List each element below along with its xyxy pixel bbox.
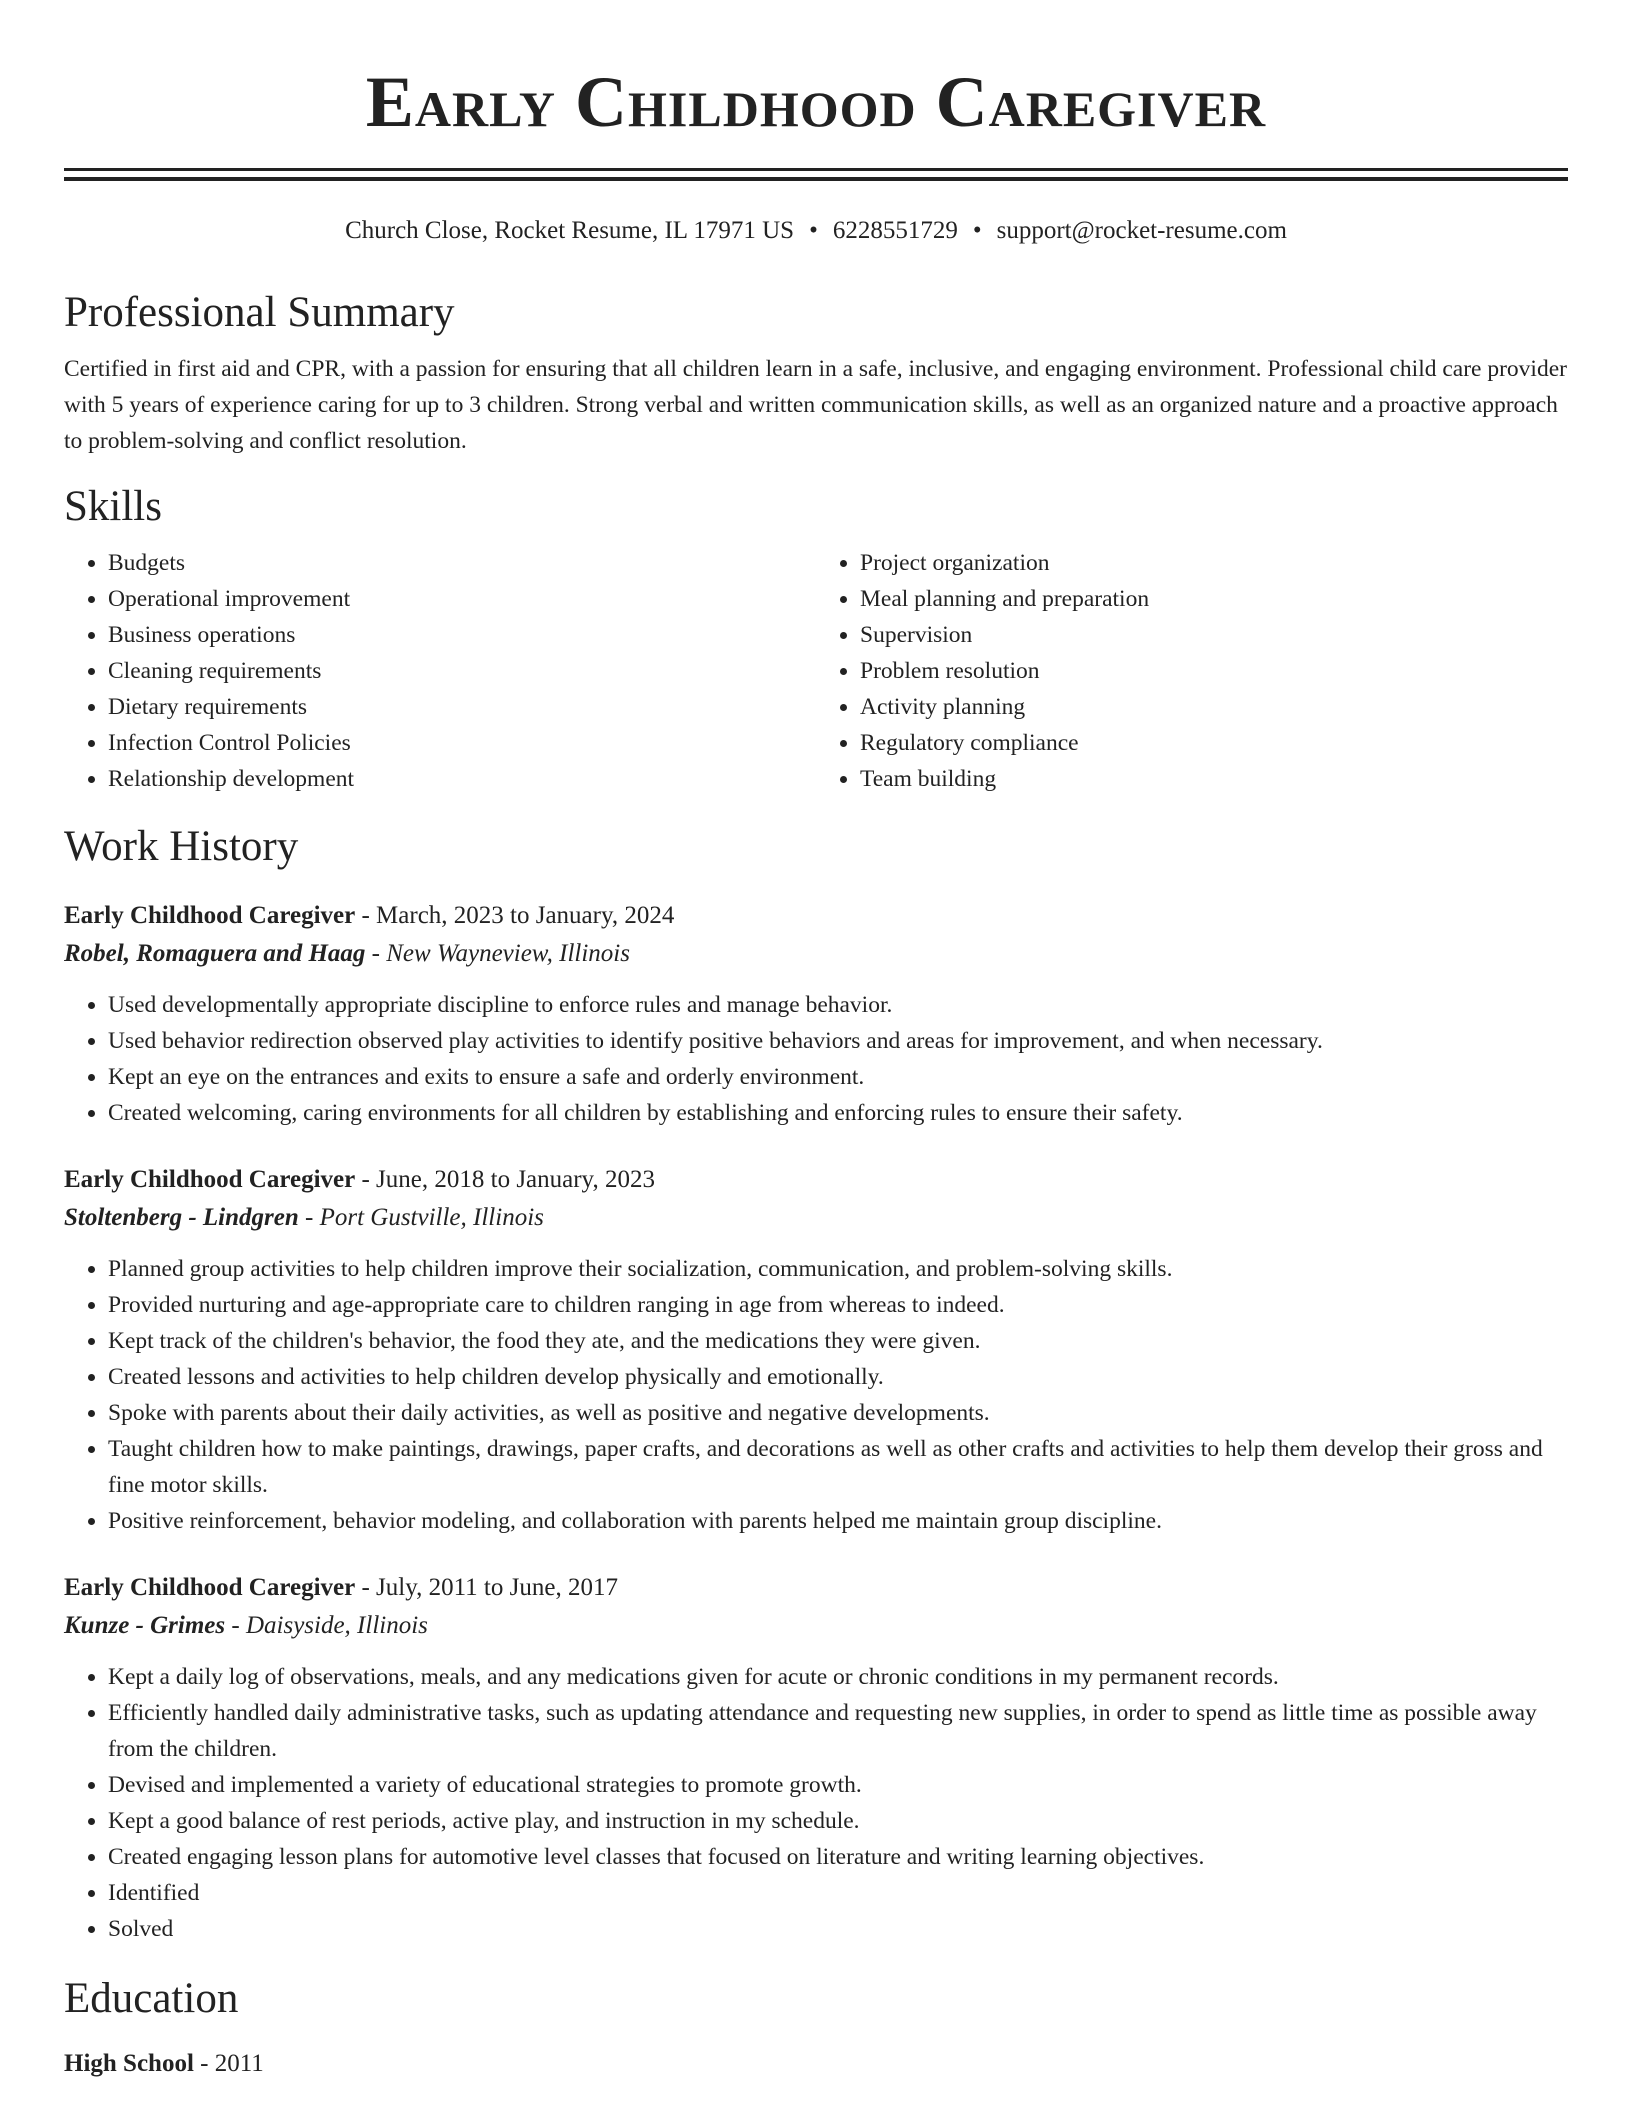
skills-heading: Skills: [64, 483, 162, 530]
job-entry: [64, 897, 1568, 1131]
contact-separator: •: [972, 217, 982, 244]
skill-item: • Relationship development: [108, 761, 816, 797]
job-entry: [64, 1161, 1568, 1539]
job-dates: - June, 2018 to January, 2023: [355, 1166, 655, 1193]
job-company: Stoltenberg - Lindgren: [64, 1204, 299, 1231]
skills-list-left: [64, 545, 816, 797]
job-bullet: • Created lessons and activities to help children develop physically and emotionally.: [108, 1359, 1568, 1395]
job-bullet: • Used developmentally appropriate discipline to enforce rules and manage behavior.: [108, 987, 1568, 1023]
job-role: Early Childhood Caregiver: [64, 902, 356, 929]
job-role: Early Childhood Caregiver: [64, 1574, 356, 1601]
job-bullet: • Kept a good balance of rest periods, active play, and instruction in my schedule.: [108, 1803, 1568, 1839]
skill-item: • Problem resolution: [860, 653, 1568, 689]
job-bullet: • Efficiently handled daily administrative tasks, such as updating attendance and requesting new supplies, in order to spend as little time as possible away from the children.: [108, 1695, 1568, 1767]
summary-heading: Professional Summary: [64, 289, 455, 336]
job-bullet: • Planned group activities to help children improve their socialization, communication, and problem-solving skills.: [108, 1251, 1568, 1287]
skill-item: • Cleaning requirements: [108, 653, 816, 689]
contact-email[interactable]: support@rocket-resume.com: [996, 217, 1287, 244]
contact-address: Church Close, Rocket Resume, IL 17971 US: [345, 217, 795, 244]
job-bullet: • Spoke with parents about their daily activities, as well as positive and negative developments.: [108, 1395, 1568, 1431]
job-company: Kunze - Grimes: [64, 1612, 226, 1639]
job-company: Robel, Romaguera and Haag: [64, 940, 366, 967]
header-divider-bottom: [64, 177, 1568, 181]
job-location: - Port Gustville, Illinois: [298, 1204, 544, 1231]
job-title-line: [64, 897, 1568, 935]
education-year: - 2011: [193, 2050, 264, 2077]
candidate-name: Early Childhood Caregiver: [365, 62, 1267, 142]
education-heading: Education: [64, 1975, 239, 2022]
skill-item: • Meal planning and preparation: [860, 581, 1568, 617]
job-bullet: • Positive reinforcement, behavior modeling, and collaboration with parents helped me maintain group discipline.: [108, 1503, 1568, 1539]
job-bullet: • Identified: [108, 1875, 1568, 1911]
job-dates: - March, 2023 to January, 2024: [355, 902, 675, 929]
job-bullet: • Kept track of the children's behavior, the food they ate, and the medications they were given.: [108, 1323, 1568, 1359]
job-bullet: • Devised and implemented a variety of educational strategies to promote growth.: [108, 1767, 1568, 1803]
skill-item: • Activity planning: [860, 689, 1568, 725]
work-history-heading: Work History: [64, 823, 299, 870]
job-bullets: [64, 1659, 1568, 1947]
job-location: - Daisyside, Illinois: [225, 1612, 428, 1639]
summary-text: Certified in first aid and CPR, with a passion for ensuring that all children learn in a safe, inclusive, and engaging environment. Professional child care provider with 5 years of experience caring for up to 3 children. Strong verbal and written communication skills, as well as an organized nature and a proactive approach to problem-solving and conflict resolution.: [64, 356, 1567, 454]
skill-item: • Regulatory compliance: [860, 725, 1568, 761]
education-degree: High School: [64, 2050, 194, 2077]
header-divider-top: [64, 168, 1568, 171]
education-entry: [64, 2045, 1568, 2083]
skill-item: • Supervision: [860, 617, 1568, 653]
job-bullet: • Created engaging lesson plans for automotive level classes that focused on literature and writing learning objectives.: [108, 1839, 1568, 1875]
skill-item: • Project organization: [860, 545, 1568, 581]
skills-columns: [64, 545, 1568, 797]
job-bullet: • Taught children how to make paintings, drawings, paper crafts, and decorations as well as other crafts and activities to help them develop their gross and fine motor skills.: [108, 1431, 1568, 1503]
job-bullet: • Solved: [108, 1911, 1568, 1947]
job-bullet: • Created welcoming, caring environments for all children by establishing and enforcing rules to ensure their safety.: [108, 1095, 1568, 1131]
skills-list-right: [816, 545, 1568, 797]
contact-line: [64, 215, 1568, 247]
job-bullet: • Kept a daily log of observations, meals, and any medications given for acute or chronic conditions in my permanent records.: [108, 1659, 1568, 1695]
job-entry: [64, 1569, 1568, 1947]
skill-item: • Budgets: [108, 545, 816, 581]
job-bullet: • Kept an eye on the entrances and exits to ensure a safe and orderly environment.: [108, 1059, 1568, 1095]
job-company-line: [64, 1607, 1568, 1645]
contact-phone: 6228551729: [832, 217, 958, 244]
skill-item: • Dietary requirements: [108, 689, 816, 725]
job-location: - New Wayneview, Illinois: [365, 940, 630, 967]
job-dates: - July, 2011 to June, 2017: [355, 1574, 618, 1601]
job-bullets: [64, 987, 1568, 1131]
job-bullets: [64, 1251, 1568, 1539]
job-company-line: [64, 935, 1568, 973]
job-company-line: [64, 1199, 1568, 1237]
skill-item: • Infection Control Policies: [108, 725, 816, 761]
job-role: Early Childhood Caregiver: [64, 1166, 356, 1193]
job-bullet: • Provided nurturing and age-appropriate care to children ranging in age from whereas to indeed.: [108, 1287, 1568, 1323]
job-title-line: [64, 1569, 1568, 1607]
skill-item: • Operational improvement: [108, 581, 816, 617]
skill-item: • Team building: [860, 761, 1568, 797]
job-title-line: [64, 1161, 1568, 1199]
job-bullet: • Used behavior redirection observed play activities to identify positive behaviors and areas for improvement, and when necessary.: [108, 1023, 1568, 1059]
contact-separator: •: [809, 217, 818, 244]
skill-item: • Business operations: [108, 617, 816, 653]
